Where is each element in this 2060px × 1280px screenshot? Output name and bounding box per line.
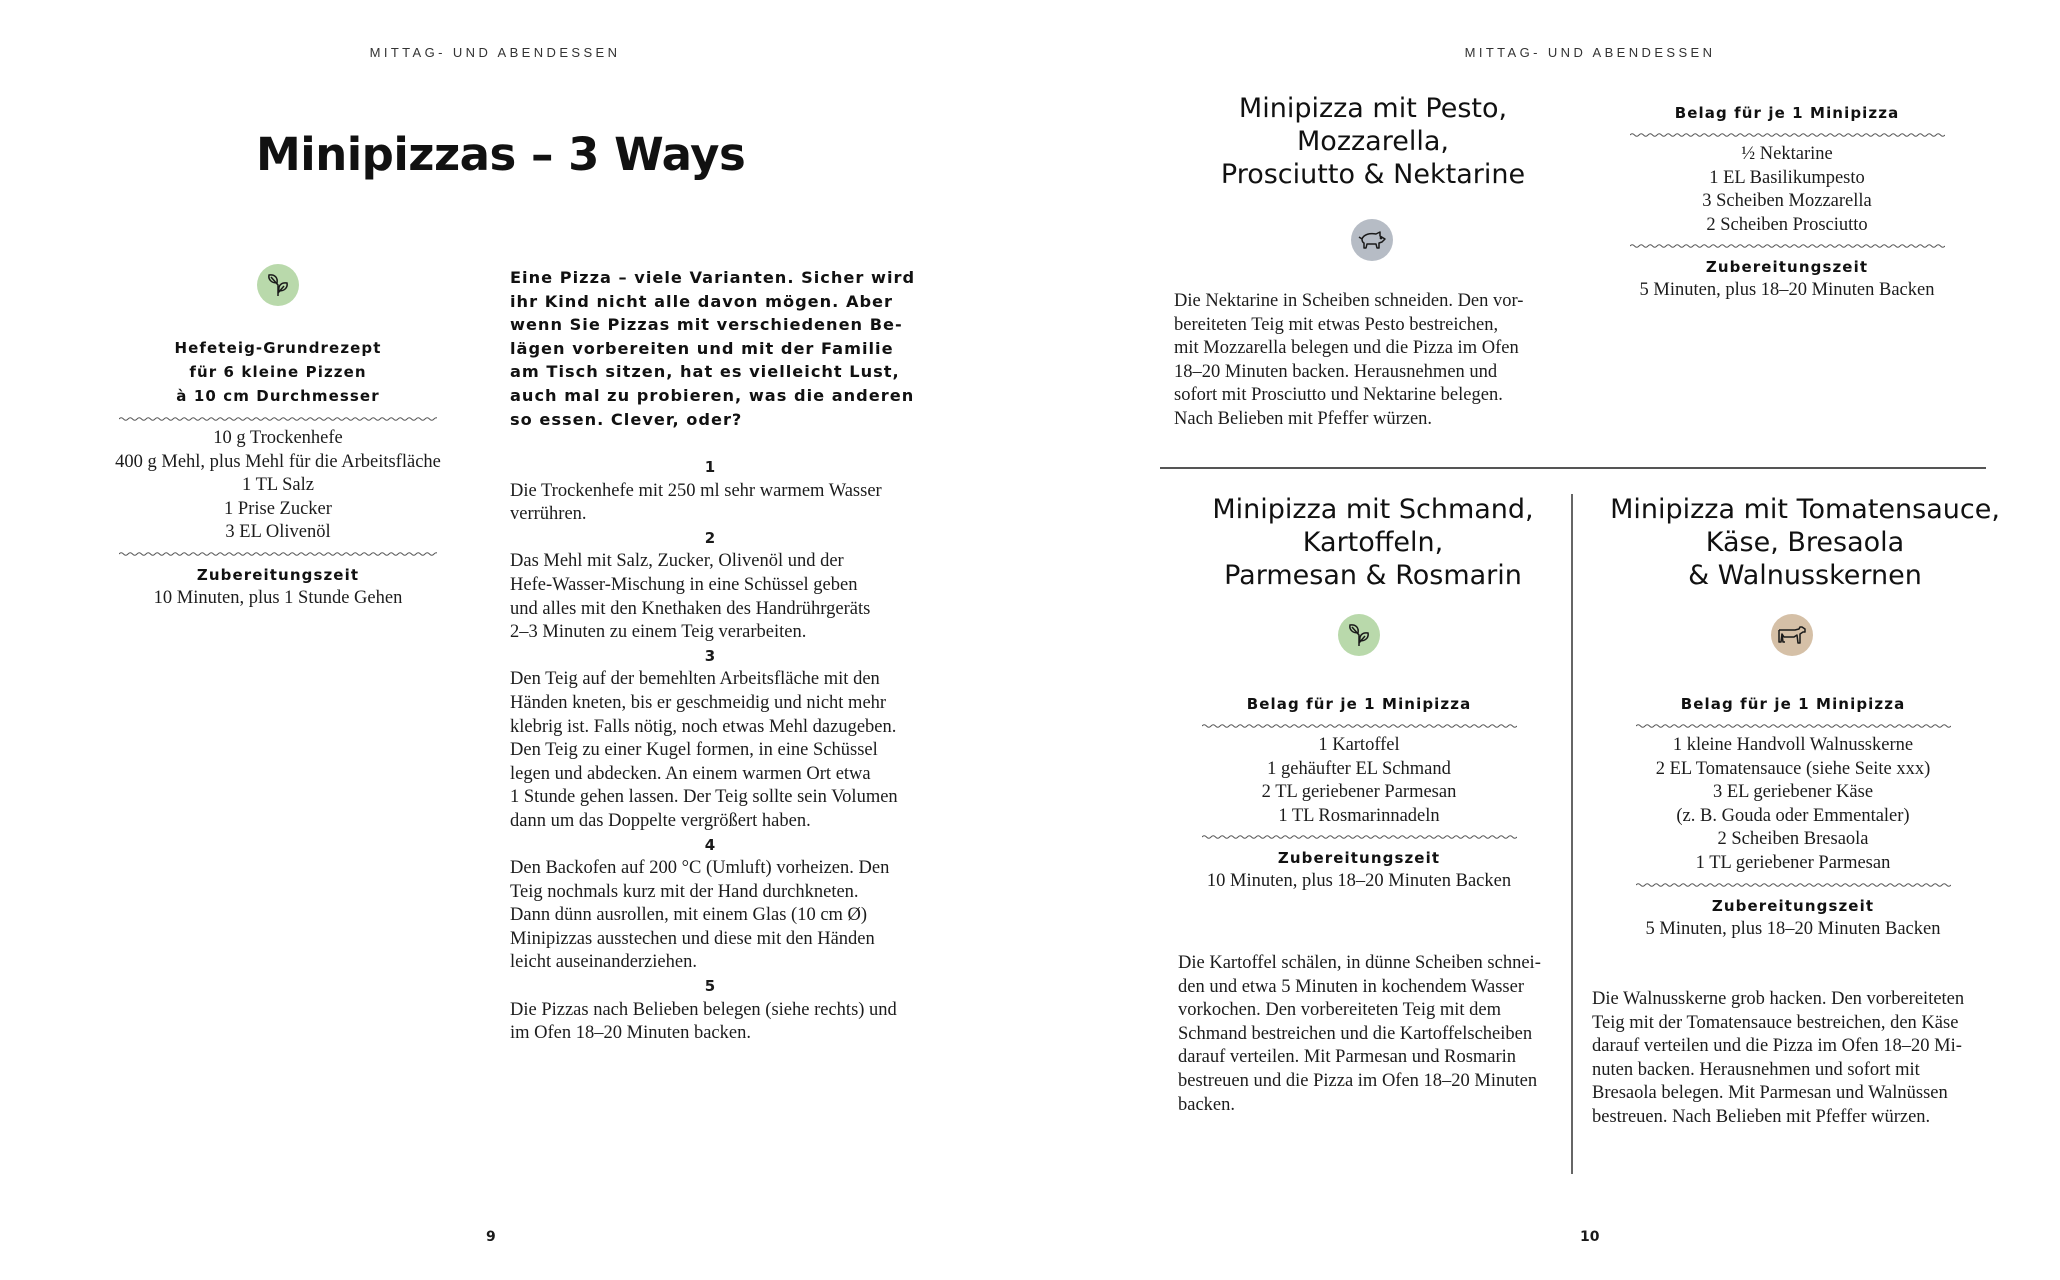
step-number: 1 xyxy=(704,458,716,476)
page-number-left: 9 xyxy=(486,1229,496,1245)
ingredient: 1 TL Salz xyxy=(242,475,314,496)
vegetarian-badge xyxy=(1338,614,1380,656)
intro-line: so essen. Clever, oder? xyxy=(510,409,743,429)
wavy-divider xyxy=(1630,242,1945,250)
intro-line: Eine Pizza – viele Varianten. Sicher wird xyxy=(510,268,916,287)
step-line: Den Teig zu einer Kugel formen, in eine Schüssel xyxy=(510,740,878,761)
ingredient: 2 EL Tomatensauce (siehe Seite xxx) xyxy=(1655,758,1931,779)
description-line: Bresaola belegen. Mit Parmesan und Walnüssen xyxy=(1592,1083,1948,1104)
intro-line: wenn Sie Pizzas mit verschiedenen Be- xyxy=(510,315,903,335)
description-line: mit Mozzarella belegen und die Pizza im Ofen xyxy=(1174,338,1519,359)
vertical-divider xyxy=(1571,494,1573,1174)
recipe-description-tomatensauce xyxy=(1592,988,1992,1130)
recipe-description-schmand xyxy=(1178,952,1548,1117)
ingredient: 1 TL geriebener Parmesan xyxy=(1695,852,1891,873)
description-line: bestreuen. Nach Belieben mit Pfeffer würzen. xyxy=(1592,1106,1931,1127)
description-line: den und etwa 5 Minuten in kochendem Wasser xyxy=(1178,976,1524,997)
heading-line: Hefeteig-Grundrezept xyxy=(174,339,382,357)
step-line: Dann dünn ausrollen, mit einem Glas (10 cm Ø) xyxy=(510,905,868,926)
step-line: Minipizzas ausstechen und diese mit den Händen xyxy=(510,928,875,949)
step xyxy=(510,975,910,1046)
heading-line: für 6 kleine Pizzen xyxy=(189,363,367,381)
prep-time-label: Zubereitungszeit xyxy=(1277,849,1441,868)
ingredient-list xyxy=(1199,734,1519,828)
base-recipe-box xyxy=(108,336,448,611)
title-line: Kartoffeln, xyxy=(1302,527,1444,558)
heading-line: à 10 cm Durchmesser xyxy=(176,387,380,405)
intro-text xyxy=(510,266,930,431)
step xyxy=(510,527,910,645)
ingredient: 2 TL geriebener Parmesan xyxy=(1261,782,1457,803)
title-line: Mozzarella, xyxy=(1297,126,1449,157)
prep-time-value: 5 Minuten, plus 18–20 Minuten Backen xyxy=(1645,918,1941,939)
step xyxy=(510,456,910,527)
title-line: Minipizza mit Schmand, xyxy=(1212,494,1534,525)
description-line: backen. xyxy=(1178,1094,1236,1115)
step-line: Den Teig auf der bemehlten Arbeitsfläche mit den xyxy=(510,669,880,690)
step-line: Die Pizzas nach Belieben belegen (siehe rechts) und xyxy=(510,999,897,1020)
wavy-divider xyxy=(1202,833,1517,841)
intro-line: am Tisch sitzen, hat es vielleicht Lust, xyxy=(510,362,900,382)
prep-time-label: Zubereitungszeit xyxy=(1705,258,1869,277)
description-line: Die Kartoffel schälen, in dünne Scheiben schnei- xyxy=(1178,953,1541,973)
step-line: im Ofen 18–20 Minuten backen. xyxy=(510,1023,751,1044)
step-line: leicht auseinanderziehen. xyxy=(510,952,697,973)
title-line: Prosciutto & Nektarine xyxy=(1220,159,1526,190)
description-line: Die Walnusskerne grob hacken. Den vorbereiteten xyxy=(1592,989,1965,1009)
wavy-divider xyxy=(1636,881,1951,889)
wavy-divider xyxy=(119,550,437,558)
ingredient-list xyxy=(1633,734,1953,876)
step-number: 5 xyxy=(704,977,716,996)
description-line: darauf verteilen. Mit Parmesan und Rosmarin xyxy=(1178,1047,1517,1068)
title-line: Minipizza mit Pesto, xyxy=(1238,93,1508,124)
description-line: darauf verteilen und die Pizza im Ofen 18–20 Mi- xyxy=(1592,1036,1962,1057)
step-line: Hefe-Wasser-Mischung in eine Schüssel geben xyxy=(510,574,858,595)
intro-line: lägen vorbereiten und mit der Familie xyxy=(510,338,894,358)
topping-box-tomatensauce xyxy=(1633,692,1953,941)
step-line: und alles mit den Knethaken des Handrührgeräts xyxy=(510,598,871,619)
prep-time-value: 10 Minuten, plus 1 Stunde Gehen xyxy=(153,587,403,608)
leaf-icon xyxy=(1345,621,1373,649)
ingredient: 1 TL Rosmarinnadeln xyxy=(1278,805,1440,826)
description-line: Teig mit der Tomatensauce bestreichen, den Käse xyxy=(1592,1012,1959,1033)
description-line: bereiteten Teig mit etwas Pesto bestreichen, xyxy=(1174,314,1499,335)
beef-badge xyxy=(1771,614,1813,656)
vegetarian-badge xyxy=(257,264,299,306)
ingredient: 1 Kartoffel xyxy=(1318,735,1400,755)
leaf-icon xyxy=(264,271,292,299)
ingredient: 10 g Trockenhefe xyxy=(213,428,343,448)
topping-label: Belag für je 1 Minipizza xyxy=(1246,695,1472,713)
title-line: Minipizza mit Tomatensauce, xyxy=(1610,494,2000,525)
description-line: Nach Belieben mit Pfeffer würzen. xyxy=(1174,408,1433,429)
step-number: 2 xyxy=(704,528,716,547)
description-line: Die Nektarine in Scheiben schneiden. Den vor- xyxy=(1174,291,1524,311)
step-number: 4 xyxy=(704,835,716,854)
step-line: verrühren. xyxy=(510,504,587,525)
prep-time-value: 10 Minuten, plus 18–20 Minuten Backen xyxy=(1206,871,1512,892)
step-line: Händen kneten, bis er geschmeidig und nicht mehr xyxy=(510,692,887,713)
ingredient: ½ Nektarine xyxy=(1741,144,1833,164)
prep-time-label: Zubereitungszeit xyxy=(196,565,360,584)
step-line: Die Trockenhefe mit 250 ml sehr warmem Wasser xyxy=(510,480,882,501)
step xyxy=(510,834,910,976)
ingredient: 2 Scheiben Prosciutto xyxy=(1706,214,1868,235)
ingredient-list xyxy=(108,427,448,545)
ingredient: 3 Scheiben Mozzarella xyxy=(1702,191,1872,212)
recipe-title-schmand xyxy=(1173,493,1573,592)
recipe-title-pesto xyxy=(1173,92,1573,191)
ingredient: 1 kleine Handvoll Walnusskerne xyxy=(1672,735,1914,755)
description-line: nuten backen. Herausnehmen und sofort mit xyxy=(1592,1059,1920,1080)
pork-badge xyxy=(1351,219,1393,261)
description-line: sofort mit Prosciutto und Nektarine belegen. xyxy=(1174,385,1503,406)
title-line: Käse, Bresaola xyxy=(1705,527,1905,558)
ingredient-list xyxy=(1627,143,1947,237)
wavy-divider xyxy=(1630,131,1945,139)
ingredient: 1 Prise Zucker xyxy=(224,498,332,519)
step-line: 1 Stunde gehen lassen. Der Teig sollte sein Volumen xyxy=(510,787,898,808)
step-line: 2–3 Minuten zu einem Teig verarbeiten. xyxy=(510,622,807,643)
ingredient: 3 EL geriebener Käse xyxy=(1712,782,1874,803)
recipe-title-tomatensauce xyxy=(1595,493,2015,592)
step-line: legen und abdecken. An einem warmen Ort etwa xyxy=(510,763,871,784)
steps xyxy=(510,456,910,1046)
step-line: klebrig ist. Falls nötig, noch etwas Mehl dazugeben. xyxy=(510,716,897,737)
step-number: 3 xyxy=(704,646,716,665)
intro-line: auch mal zu probieren, was die anderen xyxy=(510,385,915,405)
ingredient: 400 g Mehl, plus Mehl für die Arbeitsfläche xyxy=(115,451,441,472)
ingredient: 3 EL Olivenöl xyxy=(225,522,331,543)
step xyxy=(510,645,910,834)
step-line: Teig nochmals kurz mit der Hand durchkneten. xyxy=(510,881,859,902)
description-line: 18–20 Minuten backen. Herausnehmen und xyxy=(1174,361,1498,382)
wavy-divider xyxy=(1636,722,1951,730)
step-line: dann um das Doppelte vergrößert haben. xyxy=(510,810,811,831)
page-title: Minipizzas – 3 Ways xyxy=(256,128,746,181)
base-recipe-heading xyxy=(108,336,448,408)
description-line: bestreuen und die Pizza im Ofen 18–20 Minuten xyxy=(1178,1070,1538,1091)
ingredient: 1 gehäufter EL Schmand xyxy=(1267,758,1451,779)
description-line: Schmand bestreichen und die Kartoffelscheiben xyxy=(1178,1023,1533,1044)
prep-time-value: 5 Minuten, plus 18–20 Minuten Backen xyxy=(1639,280,1935,301)
ingredient: (z. B. Gouda oder Emmentaler) xyxy=(1676,805,1910,826)
wavy-divider xyxy=(1202,722,1517,730)
title-line: & Walnusskernen xyxy=(1688,560,1922,591)
running-head-left: MITTAG- UND ABENDESSEN xyxy=(369,45,621,60)
prep-time-label: Zubereitungszeit xyxy=(1711,896,1875,915)
running-head-right: MITTAG- UND ABENDESSEN xyxy=(1464,45,1716,60)
topping-box-pesto xyxy=(1627,101,1947,303)
title-line: Parmesan & Rosmarin xyxy=(1224,560,1522,591)
ingredient: 1 EL Basilikumpesto xyxy=(1709,167,1865,188)
cow-icon xyxy=(1776,623,1808,647)
wavy-divider xyxy=(119,415,437,423)
page-number-right: 10 xyxy=(1580,1229,1600,1245)
recipe-description-pesto xyxy=(1174,290,1534,432)
step-line: Den Backofen auf 200 °C (Umluft) vorheizen. Den xyxy=(510,858,890,879)
intro-line: ihr Kind nicht alle davon mögen. Aber xyxy=(510,291,894,311)
horizontal-divider xyxy=(1160,467,1986,469)
step-line: Das Mehl mit Salz, Zucker, Olivenöl und der xyxy=(510,551,844,572)
ingredient: 2 Scheiben Bresaola xyxy=(1717,829,1869,850)
topping-label: Belag für je 1 Minipizza xyxy=(1680,695,1906,713)
description-line: vorkochen. Den vorbereiteten Teig mit dem xyxy=(1178,1000,1502,1021)
pig-icon xyxy=(1356,228,1388,252)
topping-label: Belag für je 1 Minipizza xyxy=(1674,104,1900,122)
topping-box-schmand xyxy=(1199,692,1519,894)
